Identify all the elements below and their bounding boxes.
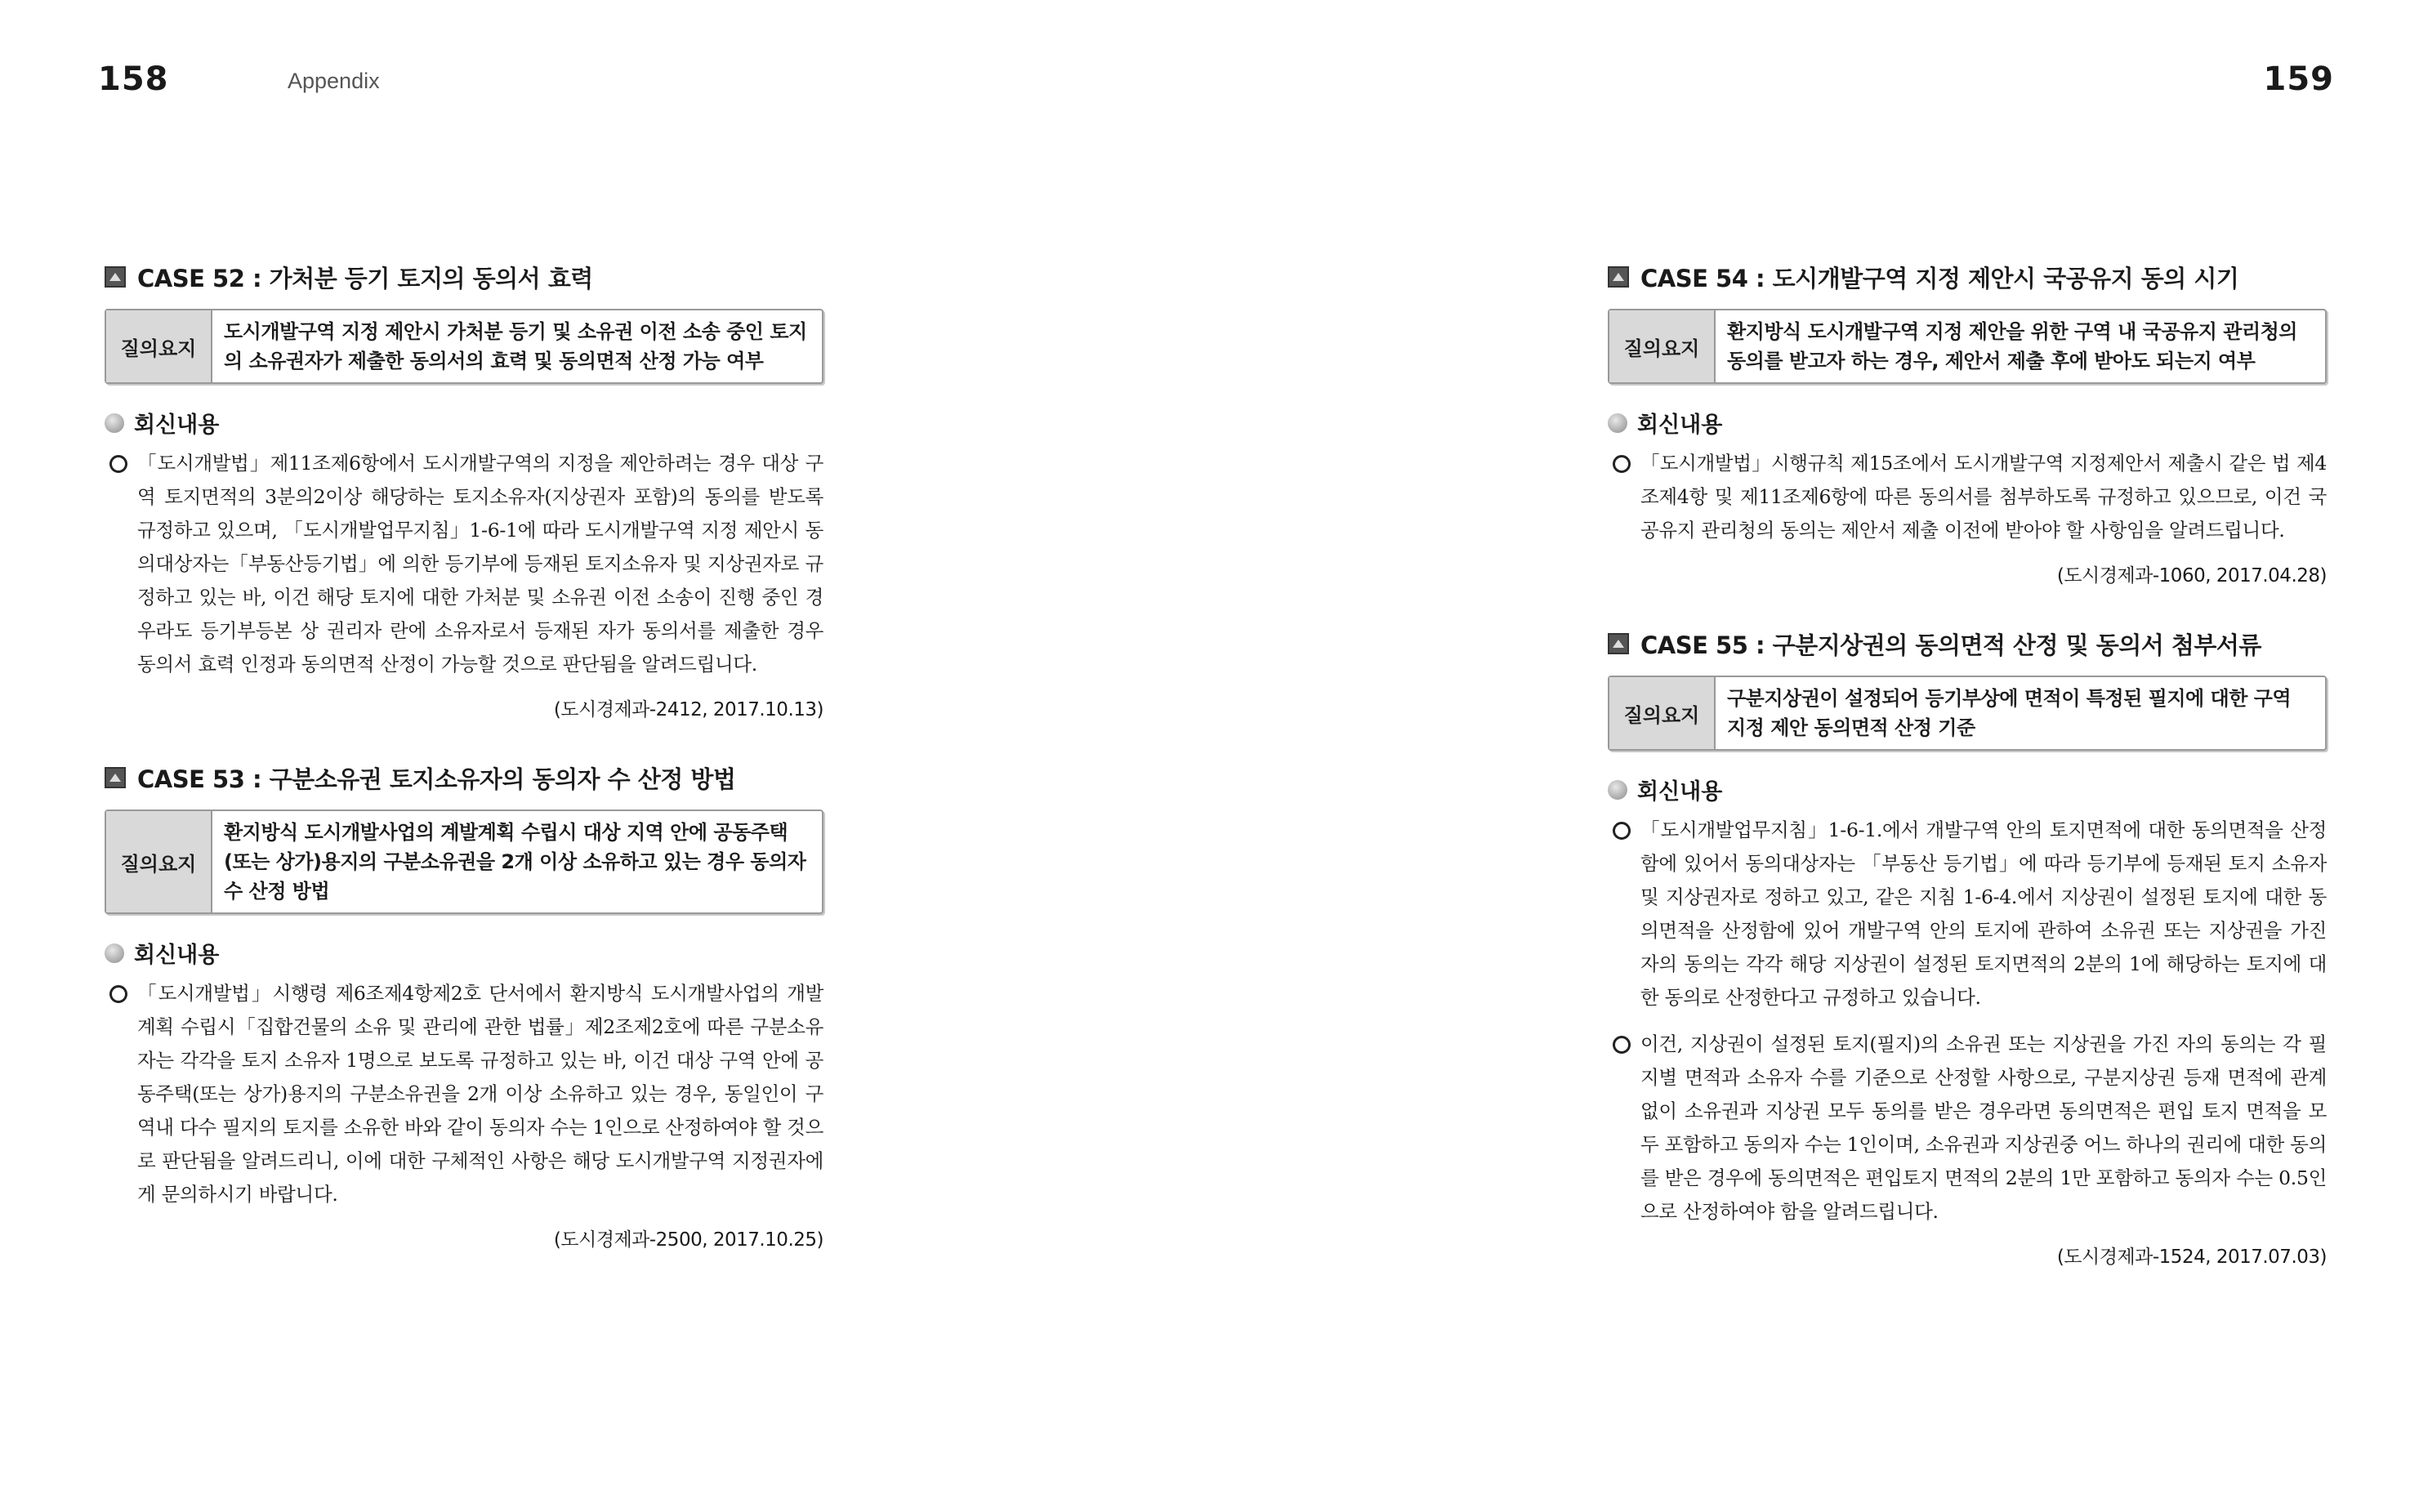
reply-paragraph	[1608, 447, 2327, 547]
case-icon	[1608, 633, 1629, 654]
reply-heading-text: 회신내용	[1637, 413, 1723, 438]
case-icon	[1608, 266, 1629, 288]
reply-heading-text: 회신내용	[134, 413, 220, 438]
circle-bullet-icon	[1613, 455, 1631, 473]
reference-note: (도시경제과-1060, 2017.04.28)	[2056, 565, 2327, 587]
query-label: 질의요지	[1609, 310, 1716, 382]
reply-bullet-icon	[105, 413, 124, 433]
reply-paragraph	[1608, 814, 2327, 1015]
right-page-number: 159	[2263, 60, 2334, 98]
right-column	[1608, 260, 2327, 1308]
reference-note: (도시경제과-1524, 2017.07.03)	[2056, 1247, 2327, 1268]
reference-note: (도시경제과-2412, 2017.10.13)	[553, 699, 823, 720]
reply-bullet-icon	[1608, 413, 1627, 433]
reply-bullet-icon	[105, 943, 124, 963]
case-title-text: CASE 54 : 도시개발구역 지정 제안시 국공유지 동의 시기	[1640, 264, 2239, 292]
case-title-text: CASE 53 : 구분소유권 토지소유자의 동의자 수 산정 방법	[137, 765, 736, 793]
reply-heading	[105, 937, 823, 969]
case-title-text: CASE 52 : 가처분 등기 토지의 동의서 효력	[137, 264, 593, 292]
reply-paragraph	[105, 447, 823, 681]
reply-paragraph-text: 「도시개발법」제11조제6항에서 도시개발구역의 지정을 제안하려는 경우 대상 구역 토지면적의 3분의2이상 해당하는 토지소유자(지상권자 포함)의 동의를 받도록 규정하고 있으며, 「도시개발업무지침」1-6-1에 따라 도시개발구역 지정 제안시 동의대상자는「부동산등기법」에 의한 등기부에 등재된 토지소유자 및 지상권자로 규정하고 있는 바, 이건 해당 토지에 대한 가처분 및 소유권 이전 소송이 진행 중인 경우라도 등기부등본 상 권리자 란에 소유자로서 등재된 자가 동의서를 제출한 경우 동의서 효력 인정과 동의면적 산정이 가능할 것으로 판단됨을 알려드립니다.	[137, 452, 823, 676]
case-icon	[105, 767, 126, 788]
case-icon	[105, 266, 126, 288]
case-title-text: CASE 55 : 구분지상권의 동의면적 산정 및 동의서 첨부서류	[1640, 631, 2261, 659]
circle-bullet-icon	[1613, 822, 1631, 840]
reply-heading-text: 회신내용	[1637, 779, 1723, 805]
case-title	[105, 260, 823, 294]
circle-bullet-icon	[109, 455, 127, 473]
query-label: 질의요지	[106, 811, 212, 912]
case-54-section	[1608, 260, 2327, 587]
left-page-number: 158	[98, 60, 169, 98]
query-box	[1608, 676, 2327, 751]
query-text: 환지방식 도시개발구역 지정 제안을 위한 구역 내 국공유지 관리청의 동의를 받고자 하는 경우, 제안서 제출 후에 받아도 되는지 여부	[1727, 320, 2297, 372]
reply-heading	[1608, 774, 2327, 805]
query-text: 도시개발구역 지정 제안시 가처분 등기 및 소유권 이전 소송 중인 토지의 소유권자가 제출한 동의서의 효력 및 동의면적 산정 가능 여부	[224, 320, 807, 372]
reply-paragraph-text: 「도시개발법」시행규칙 제15조에서 도시개발구역 지정제안서 제출시 같은 법 제4조제4항 및 제11조제6항에 따른 동의서를 첨부하도록 규정하고 있으므로, 이건 국공유지 관리청의 동의는 제안서 제출 이전에 받아야 할 사항임을 알려드립니다.	[1640, 452, 2327, 542]
reply-paragraph-text: 이건, 지상권이 설정된 토지(필지)의 소유권 또는 지상권을 가진 자의 동의는 각 필지별 면적과 소유자 수를 기준으로 산정할 사항으로, 구분지상권 등재 면적에 관계없이 소유권과 지상권 모두 동의를 받은 경우라면 동의면적은 편입 토지 면적을 모두 포함하고 동의자 수는 1인이며, 소유권과 지상권중 어느 하나의 권리에 대한 동의를 받은 경우에 동의면적은 편입토지 면적의 2분의 1만 포함하고 동의자 수는 0.5인으로 산정하여야 함을 알려드립니다.	[1640, 1033, 2327, 1223]
reference-note: (도시경제과-2500, 2017.10.25)	[553, 1229, 823, 1251]
reply-paragraph	[105, 977, 823, 1211]
query-text: 구분지상권이 설정되어 등기부상에 면적이 특정된 필지에 대한 구역 지정 제안 동의면적 산정 기준	[1727, 687, 2292, 739]
running-head: Appendix	[288, 69, 380, 93]
left-column	[105, 260, 823, 1291]
query-box	[1608, 309, 2327, 384]
query-text: 환지방식 도시개발사업의 계발계획 수립시 대상 지역 안에 공동주택(또는 상가)용지의 구분소유권을 2개 이상 소유하고 있는 경우 동의자 수 산정 방법	[224, 821, 806, 903]
case-title	[1608, 260, 2327, 294]
reply-paragraph-text: 「도시개발법」시행령 제6조제4항제2호 단서에서 환지방식 도시개발사업의 개발계획 수립시「집합건물의 소유 및 관리에 관한 법률」제2조제2호에 따른 구분소유자는 각각을 토지 소유자 1명으로 보도록 규정하고 있는 바, 이건 대상 구역 안에 공동주택(또는 상가)용지의 구분소유권을 2개 이상 소유하고 있는 경우, 동일인이 구역내 다수 필지의 토지를 소유한 바와 같이 동의자 수는 1인으로 산정하여야 할 것으로 판단됨을 알려드리니, 이에 대한 구체적인 사항은 해당 도시개발구역 지정권자에게 문의하시기 바랍니다.	[137, 982, 823, 1206]
reply-heading	[105, 407, 823, 439]
case-52-section	[105, 260, 823, 721]
circle-bullet-icon	[1613, 1036, 1631, 1054]
case-title	[1608, 627, 2327, 661]
reply-paragraph	[1608, 1028, 2327, 1229]
query-box	[105, 810, 823, 914]
case-title	[105, 760, 823, 795]
reply-heading-text: 회신내용	[134, 943, 220, 968]
reply-paragraph-text: 「도시개발업무지침」1-6-1.에서 개발구역 안의 토지면적에 대한 동의면적을 산정함에 있어서 동의대상자는 「부동산 등기법」에 따라 등기부에 등재된 토지 소유자 및 지상권자로 정하고 있고, 같은 지침 1-6-4.에서 지상권이 설정된 토지에 대한 동의면적을 산정함에 있어 개발구역 안의 토지에 관하여 소유권 또는 지상권을 가진 자의 동의는 각각 해당 지상권이 설정된 토지면적의 2분의 1에 해당하는 토지에 대한 동의로 산정한다고 규정하고 있습니다.	[1640, 818, 2327, 1009]
query-box	[105, 309, 823, 384]
reply-bullet-icon	[1608, 780, 1627, 800]
circle-bullet-icon	[109, 985, 127, 1003]
query-label: 질의요지	[1609, 677, 1716, 749]
case-55-section	[1608, 627, 2327, 1269]
query-label: 질의요지	[106, 310, 212, 382]
case-53-section	[105, 760, 823, 1251]
reply-heading	[1608, 407, 2327, 439]
